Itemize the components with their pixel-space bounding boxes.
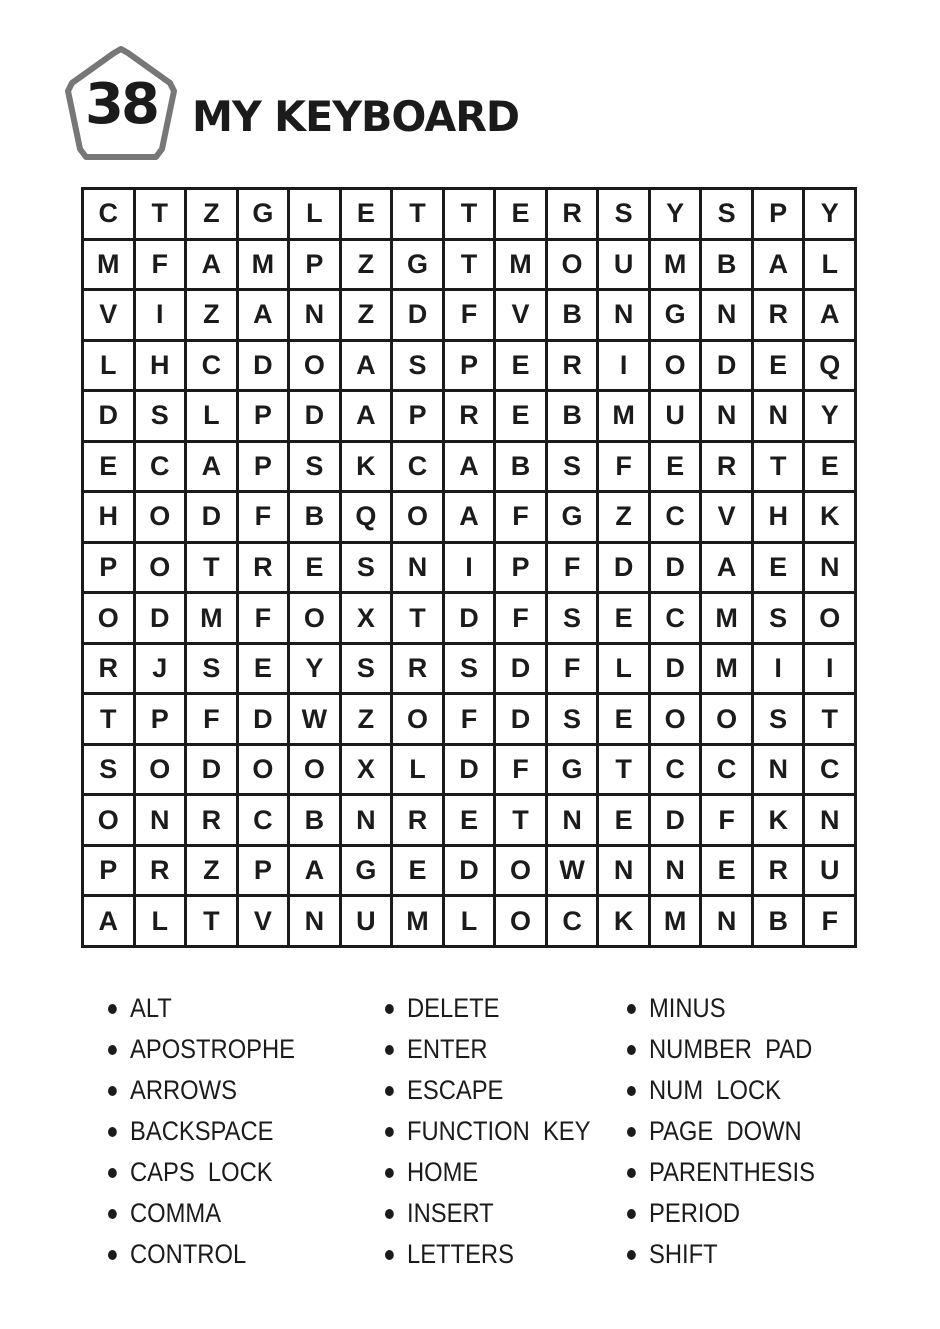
grid-cell[interactable]: F [136,241,185,289]
grid-cell[interactable]: F [239,594,288,642]
grid-cell[interactable]: O [290,746,339,794]
word-list-item [108,1070,295,1111]
bullet-icon [108,1086,117,1096]
grid-cell[interactable]: J [136,645,185,693]
grid-cell[interactable]: S [754,594,803,642]
grid-cell[interactable]: B [548,291,597,339]
word-label: CONTROL [130,1239,247,1269]
grid-cell[interactable]: D [393,291,442,339]
grid-cell[interactable]: C [84,190,133,238]
grid-cell[interactable]: G [651,291,700,339]
word-label: NUMBER PAD [649,1034,813,1064]
grid-cell[interactable]: O [84,796,133,844]
word-label: ESCAPE [407,1075,504,1105]
grid-cell[interactable]: P [393,392,442,440]
grid-cell[interactable]: R [187,796,236,844]
grid-cell[interactable]: Z [187,291,236,339]
grid-cell[interactable]: K [342,443,391,491]
grid-cell[interactable]: E [445,796,494,844]
grid-cell[interactable]: N [599,291,648,339]
grid-cell[interactable]: S [599,190,648,238]
grid-cell[interactable]: Z [599,493,648,541]
grid-cell[interactable]: M [187,594,236,642]
grid-cell[interactable]: A [805,291,854,339]
grid-cell[interactable]: I [445,544,494,592]
grid-cell[interactable]: N [342,796,391,844]
grid-cell[interactable]: N [754,392,803,440]
grid-cell[interactable]: B [754,897,803,945]
word-label: INSERT [407,1198,494,1228]
grid-cell[interactable]: M [651,897,700,945]
grid-cell[interactable]: D [651,796,700,844]
grid-cell[interactable]: L [84,342,133,390]
grid-cell[interactable]: D [445,594,494,642]
grid-cell[interactable]: A [702,544,751,592]
grid-cell[interactable]: E [290,544,339,592]
grid-cell[interactable]: R [445,392,494,440]
grid-cell[interactable]: N [548,796,597,844]
bullet-icon [385,1127,394,1137]
word-list-item [627,1234,815,1275]
grid-cell[interactable]: K [599,897,648,945]
grid-cell[interactable]: N [805,544,854,592]
grid-cell[interactable]: G [239,190,288,238]
word-list-item [627,988,815,1029]
grid-cell[interactable]: C [393,443,442,491]
grid-cell[interactable]: M [239,241,288,289]
grid-cell[interactable]: Y [805,190,854,238]
word-label: FUNCTION KEY [407,1116,591,1146]
grid-cell[interactable]: C [651,746,700,794]
grid-cell[interactable]: M [496,241,545,289]
grid-cell[interactable]: K [754,796,803,844]
grid-cell[interactable]: T [445,190,494,238]
grid-cell[interactable]: Z [342,241,391,289]
grid-cell[interactable]: K [805,493,854,541]
grid-cell[interactable]: P [239,847,288,895]
word-label: ARROWS [130,1075,237,1105]
word-label: APOSTROPHE [130,1034,296,1064]
bullet-icon [385,1250,394,1260]
grid-cell[interactable]: Y [805,392,854,440]
grid-cell[interactable]: P [136,695,185,743]
bullet-icon [627,1004,636,1014]
grid-cell[interactable]: C [239,796,288,844]
grid-cell[interactable]: F [702,796,751,844]
grid-cell[interactable]: R [548,342,597,390]
grid-cell[interactable]: S [290,443,339,491]
word-label: MINUS [649,993,726,1023]
grid-cell[interactable]: O [651,342,700,390]
grid-cell[interactable]: P [239,392,288,440]
grid-cell[interactable]: O [290,594,339,642]
grid-cell[interactable]: W [290,695,339,743]
grid-cell[interactable]: N [754,746,803,794]
grid-cell[interactable]: U [805,847,854,895]
grid-cell[interactable]: O [548,241,597,289]
word-list-item [108,1234,295,1275]
grid-cell[interactable]: D [290,392,339,440]
grid-cell[interactable]: F [805,897,854,945]
grid-cell[interactable]: D [496,645,545,693]
grid-cell[interactable]: M [702,594,751,642]
grid-cell[interactable]: O [496,897,545,945]
grid-cell[interactable]: M [599,392,648,440]
grid-cell[interactable]: Z [342,291,391,339]
grid-cell[interactable]: D [136,594,185,642]
grid-cell[interactable]: Z [342,695,391,743]
grid-cell[interactable]: O [651,695,700,743]
grid-cell[interactable]: A [187,241,236,289]
grid-cell[interactable]: G [342,847,391,895]
bullet-icon [385,1086,394,1096]
grid-cell[interactable]: X [342,746,391,794]
grid-cell[interactable]: N [702,392,751,440]
page-title: MY KEYBOARD [192,92,520,141]
grid-cell[interactable]: O [136,493,185,541]
grid-cell[interactable]: O [805,594,854,642]
word-list-item [108,1029,295,1070]
bullet-icon [108,1004,117,1014]
grid-cell[interactable]: S [548,695,597,743]
grid-cell[interactable]: T [805,695,854,743]
grid-cell[interactable]: A [445,493,494,541]
grid-cell[interactable]: V [84,291,133,339]
grid-cell[interactable]: E [651,443,700,491]
grid-cell[interactable]: P [290,241,339,289]
grid-cell[interactable]: L [599,645,648,693]
word-label: ENTER [407,1034,488,1064]
grid-cell[interactable]: O [393,695,442,743]
grid-cell[interactable]: C [548,897,597,945]
grid-cell[interactable]: F [548,645,597,693]
grid-cell[interactable]: D [239,695,288,743]
grid-cell[interactable]: U [599,241,648,289]
grid-cell[interactable]: T [393,190,442,238]
grid-cell[interactable]: B [702,241,751,289]
bullet-icon [385,1045,394,1055]
grid-cell[interactable]: B [548,392,597,440]
grid-cell[interactable]: Q [342,493,391,541]
grid-cell[interactable]: R [393,796,442,844]
grid-cell[interactable]: R [754,291,803,339]
grid-cell[interactable]: V [496,291,545,339]
grid-cell[interactable]: O [290,342,339,390]
grid-cell[interactable]: V [239,897,288,945]
word-label: PARENTHESIS [649,1157,815,1187]
grid-cell[interactable]: I [805,645,854,693]
grid-cell[interactable]: L [445,897,494,945]
grid-cell[interactable]: T [754,443,803,491]
grid-cell[interactable]: E [599,594,648,642]
word-list-item [627,1029,815,1070]
grid-cell[interactable]: R [84,645,133,693]
grid-cell[interactable]: X [342,594,391,642]
grid-cell[interactable]: E [239,645,288,693]
grid-cell[interactable]: S [548,443,597,491]
bullet-icon [108,1045,117,1055]
grid-cell[interactable]: E [599,796,648,844]
word-list-item [385,1111,590,1152]
word-list-item [108,1193,295,1234]
bullet-icon [627,1086,636,1096]
grid-cell[interactable]: P [239,443,288,491]
word-label: DELETE [407,993,500,1023]
word-list-column-1 [108,988,321,1275]
word-list-item [627,1193,815,1234]
grid-cell[interactable]: P [84,544,133,592]
grid-cell[interactable]: H [754,493,803,541]
grid-cell[interactable]: N [702,897,751,945]
grid-cell[interactable]: L [393,746,442,794]
grid-cell[interactable]: N [393,544,442,592]
grid-cell[interactable]: P [496,544,545,592]
grid-cell[interactable]: N [651,847,700,895]
word-search-grid [81,187,857,948]
grid-cell[interactable]: U [342,897,391,945]
word-list-item [108,1111,295,1152]
grid-cell[interactable]: C [702,746,751,794]
grid-cell[interactable]: F [496,493,545,541]
grid-cell[interactable]: R [393,645,442,693]
grid-cell[interactable]: A [342,342,391,390]
grid-cell[interactable]: T [84,695,133,743]
word-list-item [385,1193,590,1234]
grid-cell[interactable]: O [136,544,185,592]
grid-cell[interactable]: S [393,342,442,390]
grid-cell[interactable]: D [599,544,648,592]
grid-cell[interactable]: P [445,342,494,390]
grid-cell[interactable]: E [805,443,854,491]
grid-cell[interactable]: D [445,746,494,794]
grid-cell[interactable]: T [393,594,442,642]
grid-cell[interactable]: O [239,746,288,794]
grid-cell[interactable]: B [290,796,339,844]
grid-cell[interactable]: A [84,897,133,945]
grid-cell[interactable]: E [754,342,803,390]
grid-cell[interactable]: C [187,342,236,390]
puzzle-number-badge [64,45,178,165]
word-label: PAGE DOWN [649,1116,802,1146]
grid-cell[interactable]: C [651,594,700,642]
grid-cell[interactable]: P [754,190,803,238]
word-label: ALT [130,993,172,1023]
grid-cell[interactable]: O [496,847,545,895]
word-list-item [385,1029,590,1070]
bullet-icon [385,1004,394,1014]
grid-cell[interactable]: H [136,342,185,390]
grid-cell[interactable]: A [754,241,803,289]
word-list-item [385,1070,590,1111]
word-label: CAPS LOCK [130,1157,273,1187]
grid-cell[interactable]: E [702,847,751,895]
grid-cell[interactable]: H [84,493,133,541]
grid-cell[interactable]: Z [187,190,236,238]
grid-cell[interactable]: D [239,342,288,390]
word-label: NUM LOCK [649,1075,782,1105]
grid-cell[interactable]: L [290,190,339,238]
word-list-item [627,1111,815,1152]
grid-cell[interactable]: C [805,746,854,794]
word-label: HOME [407,1157,479,1187]
grid-cell[interactable]: D [187,746,236,794]
grid-cell[interactable]: G [548,746,597,794]
grid-cell[interactable]: F [548,544,597,592]
grid-cell[interactable]: F [496,594,545,642]
bullet-icon [627,1209,636,1219]
word-list [0,988,940,1288]
grid-cell[interactable]: T [136,190,185,238]
grid-cell[interactable]: L [136,897,185,945]
grid-cell[interactable]: A [445,443,494,491]
grid-cell[interactable]: F [445,291,494,339]
grid-cell[interactable]: A [239,291,288,339]
grid-cell[interactable]: R [239,544,288,592]
grid-cell[interactable]: I [136,291,185,339]
word-list-item [627,1070,815,1111]
grid-cell[interactable]: Y [651,190,700,238]
grid-cell[interactable]: E [496,392,545,440]
bullet-icon [108,1250,117,1260]
bullet-icon [385,1168,394,1178]
grid-cell[interactable]: S [84,746,133,794]
bullet-icon [108,1209,117,1219]
bullet-icon [108,1168,117,1178]
grid-cell[interactable]: E [393,847,442,895]
grid-cell[interactable]: T [599,746,648,794]
word-label: LETTERS [407,1239,514,1269]
grid-cell[interactable]: D [651,645,700,693]
grid-cell[interactable]: S [342,645,391,693]
grid-cell[interactable]: V [702,493,751,541]
grid-cell[interactable]: N [599,847,648,895]
grid-cell[interactable]: Z [187,847,236,895]
grid-cell[interactable]: A [342,392,391,440]
bullet-icon [627,1250,636,1260]
grid-cell[interactable]: M [702,645,751,693]
grid-cell[interactable]: G [548,493,597,541]
grid-cell[interactable]: D [496,695,545,743]
grid-cell[interactable]: M [393,897,442,945]
word-list-item [108,1152,295,1193]
grid-cell[interactable]: F [239,493,288,541]
bullet-icon [385,1209,394,1219]
grid-cell[interactable]: C [651,493,700,541]
grid-cell[interactable]: T [445,241,494,289]
grid-cell[interactable]: I [599,342,648,390]
grid-cell[interactable]: D [84,392,133,440]
puzzle-number: 38 [85,72,157,137]
grid-cell[interactable]: M [84,241,133,289]
grid-cell[interactable]: I [754,645,803,693]
grid-cell[interactable]: S [342,544,391,592]
grid-cell[interactable]: W [548,847,597,895]
grid-cell[interactable]: O [136,746,185,794]
bullet-icon [627,1168,636,1178]
grid-cell[interactable]: D [445,847,494,895]
grid-cell[interactable]: T [187,544,236,592]
grid-cell[interactable]: S [548,594,597,642]
grid-cell[interactable]: A [290,847,339,895]
grid-cell[interactable]: P [84,847,133,895]
grid-cell[interactable]: S [702,190,751,238]
word-list-item [385,1152,590,1193]
grid-cell[interactable]: E [342,190,391,238]
bullet-icon [627,1127,636,1137]
grid-cell[interactable]: F [496,746,545,794]
grid-cell[interactable]: G [393,241,442,289]
grid-cell[interactable]: D [702,342,751,390]
grid-cell[interactable]: U [651,392,700,440]
grid-cell[interactable]: A [187,443,236,491]
grid-cell[interactable]: D [187,493,236,541]
grid-cell[interactable]: E [599,695,648,743]
bullet-icon [108,1127,117,1137]
grid-cell[interactable]: E [754,544,803,592]
grid-cell[interactable]: N [290,291,339,339]
grid-cell[interactable]: S [187,645,236,693]
bullet-icon [627,1045,636,1055]
grid-cell[interactable]: R [548,190,597,238]
grid-cell[interactable]: S [754,695,803,743]
word-list-column-2 [385,988,619,1275]
grid-cell[interactable]: O [702,695,751,743]
word-list-item [385,1234,590,1275]
grid-cell[interactable]: E [496,342,545,390]
grid-cell[interactable]: N [290,897,339,945]
grid-cell[interactable]: N [702,291,751,339]
grid-cell[interactable]: O [84,594,133,642]
word-list-item [627,1152,815,1193]
word-list-item [108,988,295,1029]
grid-cell[interactable]: B [290,493,339,541]
grid-cell[interactable]: L [805,241,854,289]
grid-cell[interactable]: E [496,190,545,238]
word-label: BACKSPACE [130,1116,274,1146]
grid-cell[interactable]: C [136,443,185,491]
grid-cell[interactable]: T [496,796,545,844]
grid-cell[interactable]: O [393,493,442,541]
grid-cell[interactable]: D [651,544,700,592]
grid-cell[interactable]: R [702,443,751,491]
grid-cell[interactable]: E [84,443,133,491]
grid-cell[interactable]: N [136,796,185,844]
word-label: PERIOD [649,1198,741,1228]
grid-cell[interactable]: T [187,897,236,945]
grid-cell[interactable]: S [136,392,185,440]
grid-cell[interactable]: N [805,796,854,844]
word-label: COMMA [130,1198,222,1228]
grid-cell[interactable]: B [496,443,545,491]
grid-cell[interactable]: Q [805,342,854,390]
grid-cell[interactable]: L [187,392,236,440]
grid-cell[interactable]: F [445,695,494,743]
grid-cell[interactable]: Y [290,645,339,693]
grid-cell[interactable]: R [754,847,803,895]
grid-cell[interactable]: S [445,645,494,693]
word-label: SHIFT [649,1239,718,1269]
grid-cell[interactable]: M [651,241,700,289]
word-list-item [385,988,590,1029]
grid-cell[interactable]: F [187,695,236,743]
grid-cell[interactable]: F [599,443,648,491]
word-list-column-3 [627,988,841,1275]
grid-cell[interactable]: R [136,847,185,895]
